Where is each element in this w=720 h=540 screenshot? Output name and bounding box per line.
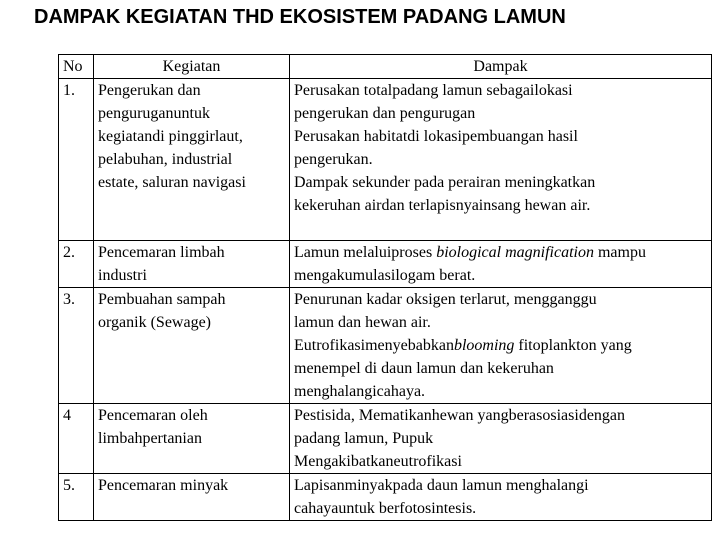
impact-line: Perusakan totalpadang lamun sebagailokasi bbox=[294, 82, 573, 99]
impact-line: padang lamun, Pupuk bbox=[294, 430, 434, 447]
activity-line: industri bbox=[98, 267, 147, 284]
impact-line: pengerukan. bbox=[294, 151, 373, 168]
impact-cell bbox=[290, 474, 712, 521]
impact-line: Lapisanminyakpada daun lamun menghalangi bbox=[294, 477, 589, 494]
impact-line: Penurunan kadar oksigen terlarut, mengganggu bbox=[294, 291, 597, 308]
impact-line: Pestisida, Mematikanhewan yangberasosiasidengan bbox=[294, 407, 626, 424]
activity-line: Pengerukan dan bbox=[98, 82, 201, 99]
activity-cell bbox=[94, 288, 290, 404]
impact-line: cahayauntuk berfotosintesis. bbox=[294, 500, 477, 517]
table-row bbox=[59, 288, 712, 404]
row-number: 2. bbox=[59, 241, 94, 288]
impact-line: Dampak sekunder pada perairan meningkatkan bbox=[294, 174, 596, 191]
page-title: DAMPAK KEGIATAN THD EKOSISTEM PADANG LAMUN bbox=[34, 6, 566, 28]
activity-cell bbox=[94, 79, 290, 241]
table-row bbox=[59, 79, 712, 241]
impact-text: mampu bbox=[593, 244, 646, 261]
impact-text: Eutrofikasimenyebabkan bbox=[294, 337, 454, 354]
row-number: 3. bbox=[59, 288, 94, 404]
header-kegiatan: Kegiatan bbox=[94, 55, 290, 79]
table-row bbox=[59, 404, 712, 474]
activity-line: Pencemaran minyak bbox=[98, 477, 229, 494]
impact-line: menghalangicahaya. bbox=[294, 383, 426, 400]
activity-line: estate, saluran navigasi bbox=[98, 174, 246, 191]
row-number: 5. bbox=[59, 474, 94, 521]
activity-cell bbox=[94, 404, 290, 474]
impact-table bbox=[58, 54, 712, 521]
impact-italic-term: biological magnification bbox=[436, 244, 594, 261]
activity-line: limbahpertanian bbox=[98, 430, 202, 447]
impact-text: Lamun melaluiproses bbox=[294, 244, 437, 261]
impact-cell bbox=[290, 288, 712, 404]
impact-line: mengakumulasilogam berat. bbox=[294, 267, 476, 284]
activity-line: organik (Sewage) bbox=[98, 314, 211, 331]
table-header-row bbox=[59, 55, 712, 79]
row-number: 1. bbox=[59, 79, 94, 241]
impact-line: kekeruhan airdan terlapisnyainsang hewan air. bbox=[294, 197, 591, 214]
activity-line: Pencemaran limbah bbox=[98, 244, 225, 261]
impact-line: Perusakan habitatdi lokasipembuangan hasil bbox=[294, 128, 578, 145]
impact-line bbox=[294, 241, 707, 264]
activity-cell bbox=[94, 474, 290, 521]
activity-line: Pembuahan sampah bbox=[98, 291, 226, 308]
activity-cell bbox=[94, 241, 290, 288]
table-row bbox=[59, 241, 712, 288]
activity-line: kegiatandi pinggirlaut, bbox=[98, 128, 243, 145]
impact-line: lamun dan hewan air. bbox=[294, 314, 431, 331]
table-row bbox=[59, 474, 712, 521]
row-number: 4 bbox=[59, 404, 94, 474]
activity-line: pelabuhan, industrial bbox=[98, 151, 233, 168]
impact-line: menempel di daun lamun dan kekeruhan bbox=[294, 360, 554, 377]
impact-text: fitoplankton yang bbox=[514, 337, 632, 354]
activity-line: penguruganuntuk bbox=[98, 105, 210, 122]
impact-cell bbox=[290, 241, 712, 288]
activity-line: Pencemaran oleh bbox=[98, 407, 208, 424]
header-no: No bbox=[59, 55, 94, 79]
impact-cell bbox=[290, 404, 712, 474]
impact-line bbox=[294, 334, 707, 357]
impact-line: Mengakibatkaneutrofikasi bbox=[294, 453, 462, 470]
impact-cell bbox=[290, 79, 712, 241]
header-dampak: Dampak bbox=[290, 55, 712, 79]
impact-line: pengerukan dan pengurugan bbox=[294, 105, 476, 122]
impact-italic-term: blooming bbox=[453, 337, 515, 354]
